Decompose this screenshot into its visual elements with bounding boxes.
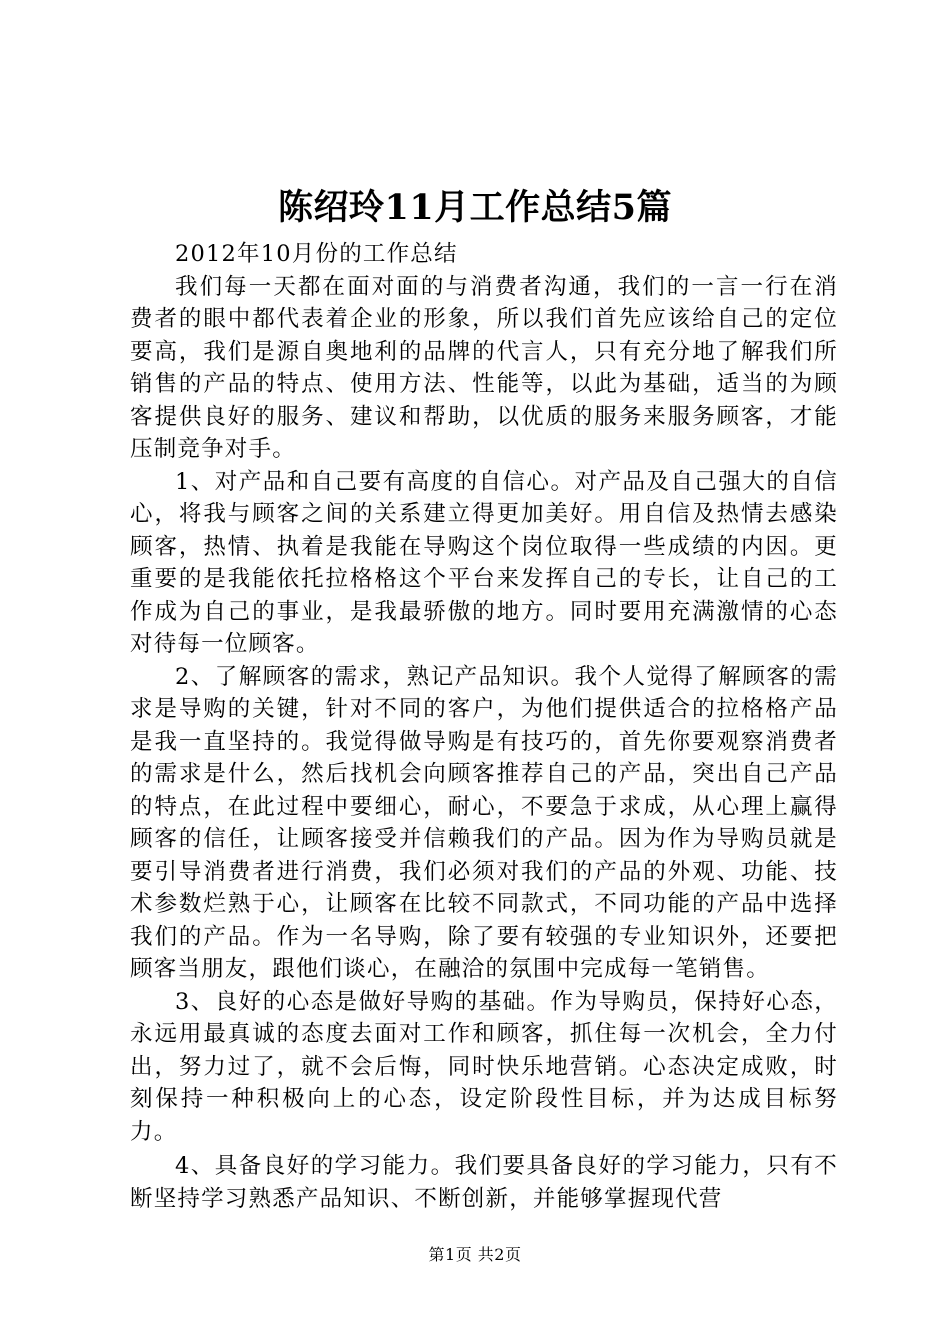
paragraph-intro: 我们每一天都在面对面的与消费者沟通，我们的一言一行在消费者的眼中都代表着企业的形象，所以我们首先应该给自己的定位要高，我们是源自奥地利的品牌的代言人，只有充分地了解我们所销售的产品的特点、使用方法、性能等，以此为基础，适当的为顾客提供良好的服务、建议和帮助，以优质的服务来服务顾客，才能压制竞争对手。 <box>130 273 838 462</box>
paragraph-point-1: 1、对产品和自己要有高度的自信心。对产品及自己强大的自信心，将我与顾客之间的关系建立得更加美好。用自信及热情去感染顾客，热情、执着是我能在导购这个岗位取得一些成绩的内因。更重要的是我能依托拉格格这个平台来发挥自己的专长，让自己的工作成为自己的事业，是我最骄傲的地方。同时要用充满激情的心态对待每一位顾客。 <box>130 468 838 657</box>
paragraph-point-3: 3、良好的心态是做好导购的基础。作为导购员，保持好心态，永远用最真诚的态度去面对工作和顾客，抓住每一次机会，全力付出，努力过了，就不会后悔，同时快乐地营销。心态决定成败，时刻保持一种积极向上的心态，设定阶段性目标，并为达成目标努力。 <box>130 988 838 1145</box>
document-body <box>130 238 838 1215</box>
paragraph-point-2: 2、了解顾客的需求，熟记产品知识。我个人觉得了解顾客的需求是导购的关键，针对不同的客户，为他们提供适合的拉格格产品是我一直坚持的。我觉得做导购是有技巧的，首先你要观察消费者的需求是什么，然后找机会向顾客推荐自己的产品，突出自己产品的特点，在此过程中要细心，耐心，不要急于求成，从心理上赢得顾客的信任，让顾客接受并信赖我们的产品。因为作为导购员就是要引导消费者进行消费，我们必须对我们的产品的外观、功能、技术参数烂熟于心，让顾客在比较不同款式，不同功能的产品中选择我们的产品。作为一名导购，除了要有较强的专业知识外，还要把顾客当朋友，跟他们谈心，在融洽的氛围中完成每一笔销售。 <box>130 663 838 982</box>
page-footer: 第1页 共2页 <box>428 1245 522 1264</box>
paragraph-point-4: 4、具备良好的学习能力。我们要具备良好的学习能力，只有不断坚持学习熟悉产品知识、不断创新，并能够掌握现代营 <box>130 1153 838 1212</box>
document-title: 陈绍玲11月工作总结5篇 <box>277 187 673 228</box>
section-subtitle: 2012年10月份的工作总结 <box>175 241 458 267</box>
